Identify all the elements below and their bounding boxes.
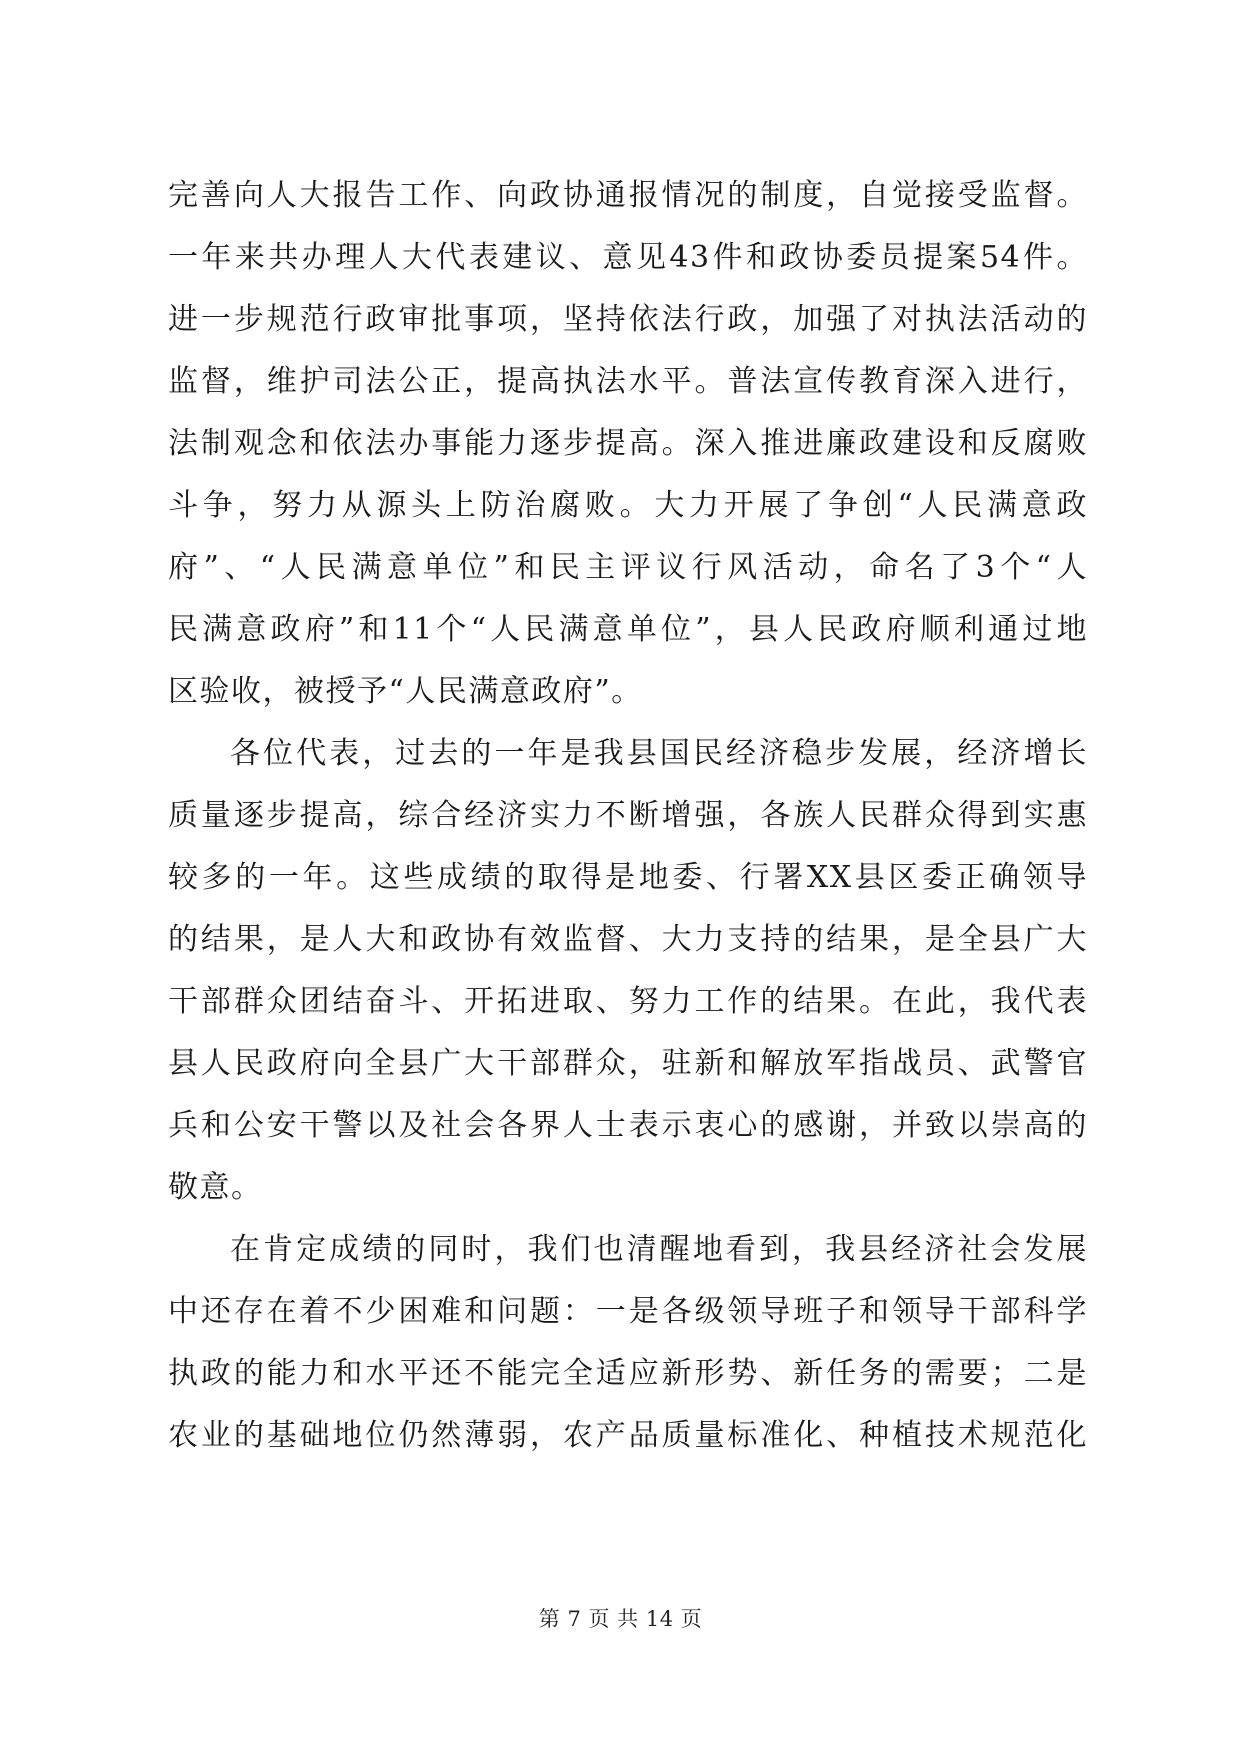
text-line: 监督，维护司法公正，提高执法水平。普法宣传教育深入进行， [168, 364, 1088, 399]
text-line: 斗争，努力从源头上防治腐败。大力开展了争创“人民满意政 [168, 488, 1088, 523]
text-line: 农业的基础地位仍然薄弱，农产品质量标准化、种植技术规范化 [168, 1418, 1088, 1453]
text-line: 区验收，被授予“人民满意政府”。 [168, 674, 643, 709]
text-line: 民满意政府”和11个“人民满意单位”，县人民政府顺利通过地 [168, 612, 1088, 647]
text-line: 中还存在着不少困难和问题：一是各级领导班子和领导干部科学 [168, 1294, 1088, 1329]
text-line: 县人民政府向全县广大干部群众，驻新和解放军指战员、武警官 [168, 1046, 1088, 1081]
text-line: 敬意。 [168, 1170, 263, 1205]
text-line: 法制观念和依法办事能力逐步提高。深入推进廉政建设和反腐败 [168, 426, 1088, 461]
paragraph-1 [168, 165, 1088, 723]
text-line: 进一步规范行政审批事项，坚持依法行政，加强了对执法活动的 [168, 302, 1088, 337]
text-line: 一年来共办理人大代表建议、意见43件和政协委员提案54件。 [168, 240, 1088, 275]
page-number-footer: 第 7 页 共 14 页 [538, 1607, 703, 1631]
text-line: 兵和公安干警以及社会各界人士表示衷心的感谢，并致以崇高的 [168, 1108, 1088, 1143]
paragraph-3 [168, 1219, 1088, 1467]
text-line: 完善向人大报告工作、向政协通报情况的制度，自觉接受监督。 [168, 178, 1088, 213]
text-line: 质量逐步提高，综合经济实力不断增强，各族人民群众得到实惠 [168, 798, 1088, 833]
text-line: 在肯定成绩的同时，我们也清醒地看到，我县经济社会发展 [230, 1232, 1088, 1267]
document-body [168, 165, 1088, 1467]
text-line: 较多的一年。这些成绩的取得是地委、行署XX县区委正确领导 [168, 860, 1088, 895]
paragraph-2 [168, 723, 1088, 1219]
text-line: 干部群众团结奋斗、开拓进取、努力工作的结果。在此，我代表 [168, 984, 1088, 1019]
text-line: 的结果，是人大和政协有效监督、大力支持的结果，是全县广大 [168, 922, 1088, 957]
text-line: 执政的能力和水平还不能完全适应新形势、新任务的需要；二是 [168, 1356, 1088, 1391]
text-line: 各位代表，过去的一年是我县国民经济稳步发展，经济增长 [230, 736, 1088, 771]
text-line: 府”、“人民满意单位”和民主评议行风活动，命名了3个“人 [168, 550, 1088, 585]
